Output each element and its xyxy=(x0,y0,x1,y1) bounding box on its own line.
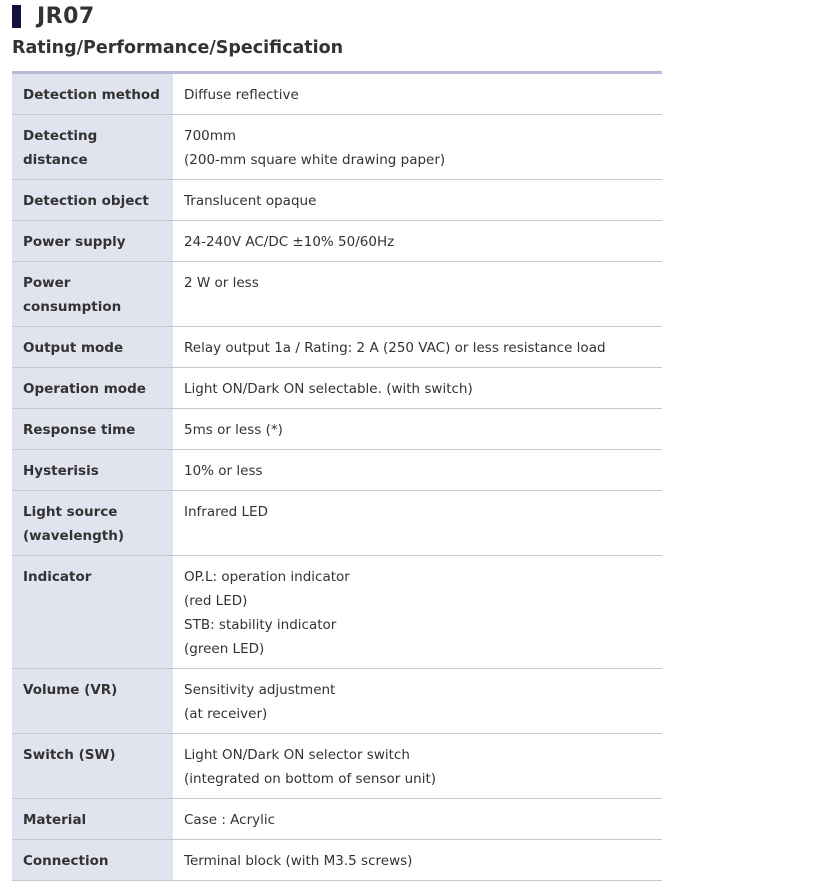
spec-value xyxy=(173,368,662,409)
spec-value xyxy=(173,327,662,368)
spec-row xyxy=(12,491,662,556)
spec-value-line: STB: stability indicator xyxy=(184,617,337,633)
title-accent-bar xyxy=(12,5,21,28)
spec-row xyxy=(12,799,662,840)
spec-row xyxy=(12,180,662,221)
spec-value xyxy=(173,491,662,556)
spec-label xyxy=(12,327,173,368)
spec-row xyxy=(12,556,662,669)
spec-row xyxy=(12,327,662,368)
spec-value xyxy=(173,840,662,881)
spec-value xyxy=(173,409,662,450)
spec-row xyxy=(12,262,662,327)
spec-row xyxy=(12,409,662,450)
spec-table xyxy=(12,71,662,881)
spec-label xyxy=(12,409,173,450)
spec-label-line: Light source xyxy=(23,504,118,520)
spec-label xyxy=(12,73,173,115)
spec-value-line: Diffuse reflective xyxy=(184,87,299,103)
spec-value-line: Translucent opaque xyxy=(184,193,317,209)
spec-label-line: Response time xyxy=(23,422,136,438)
spec-value xyxy=(173,73,662,115)
spec-value xyxy=(173,556,662,669)
spec-row xyxy=(12,73,662,115)
spec-label-line: Detection object xyxy=(23,193,149,209)
spec-value-line: (integrated on bottom of sensor unit) xyxy=(184,771,437,787)
spec-value-line: 10% or less xyxy=(184,463,263,479)
spec-label xyxy=(12,840,173,881)
spec-value-line: (200-mm square white drawing paper) xyxy=(184,152,446,168)
spec-label xyxy=(12,491,173,556)
spec-row xyxy=(12,669,662,734)
spec-label-line: Volume (VR) xyxy=(23,682,118,698)
spec-value-line: 5ms or less (*) xyxy=(184,422,283,438)
spec-table-body xyxy=(12,73,662,881)
spec-label-line: Switch (SW) xyxy=(23,747,116,763)
spec-value-line: 2 W or less xyxy=(184,275,259,291)
spec-label-line: Output mode xyxy=(23,340,124,356)
spec-label xyxy=(12,669,173,734)
section-heading: Rating/Performance/Specification xyxy=(12,38,344,58)
product-title-row xyxy=(12,2,95,30)
spec-label xyxy=(12,450,173,491)
spec-value xyxy=(173,221,662,262)
spec-value xyxy=(173,262,662,327)
spec-value xyxy=(173,799,662,840)
spec-value-line: Light ON/Dark ON selector switch xyxy=(184,747,410,763)
spec-value-line: Sensitivity adjustment xyxy=(184,682,336,698)
spec-row xyxy=(12,450,662,491)
spec-row xyxy=(12,368,662,409)
spec-value-line: 700mm xyxy=(184,128,237,144)
spec-value xyxy=(173,115,662,180)
spec-label xyxy=(12,556,173,669)
spec-value xyxy=(173,669,662,734)
spec-label-line: Connection xyxy=(23,853,109,869)
spec-label xyxy=(12,734,173,799)
spec-value xyxy=(173,180,662,221)
spec-value xyxy=(173,450,662,491)
spec-label-line: Power consumption xyxy=(23,275,122,315)
spec-value xyxy=(173,734,662,799)
spec-value-line: Terminal block (with M3.5 screws) xyxy=(184,853,413,869)
spec-label xyxy=(12,799,173,840)
spec-value-line: (at receiver) xyxy=(184,706,268,722)
spec-value-line: Light ON/Dark ON selectable. (with switch) xyxy=(184,381,473,397)
spec-label xyxy=(12,368,173,409)
spec-value-line: (green LED) xyxy=(184,641,265,657)
spec-label-line: Material xyxy=(23,812,87,828)
spec-label-line: Detecting distance xyxy=(23,128,98,168)
spec-value-line: Relay output 1a / Rating: 2 A (250 VAC) or less resistance load xyxy=(184,340,606,356)
spec-row xyxy=(12,221,662,262)
product-title: JR07 xyxy=(37,3,95,29)
spec-value-line: 24-240V AC/DC ±10% 50/60Hz xyxy=(184,234,395,250)
spec-row xyxy=(12,734,662,799)
spec-label xyxy=(12,221,173,262)
spec-label xyxy=(12,262,173,327)
spec-value-line: OP.L: operation indicator xyxy=(184,569,350,585)
spec-label-line: Power supply xyxy=(23,234,126,250)
spec-row xyxy=(12,115,662,180)
spec-label-line: Indicator xyxy=(23,569,92,585)
spec-label xyxy=(12,180,173,221)
spec-label-line: Detection method xyxy=(23,87,160,103)
spec-value-line: (red LED) xyxy=(184,593,248,609)
spec-label-line: Operation mode xyxy=(23,381,146,397)
spec-value-line: Case : Acrylic xyxy=(184,812,276,828)
spec-value-line: Infrared LED xyxy=(184,504,268,520)
spec-label-line: Hysterisis xyxy=(23,463,99,479)
spec-label-line: (wavelength) xyxy=(23,528,124,544)
spec-label xyxy=(12,115,173,180)
spec-row xyxy=(12,840,662,881)
